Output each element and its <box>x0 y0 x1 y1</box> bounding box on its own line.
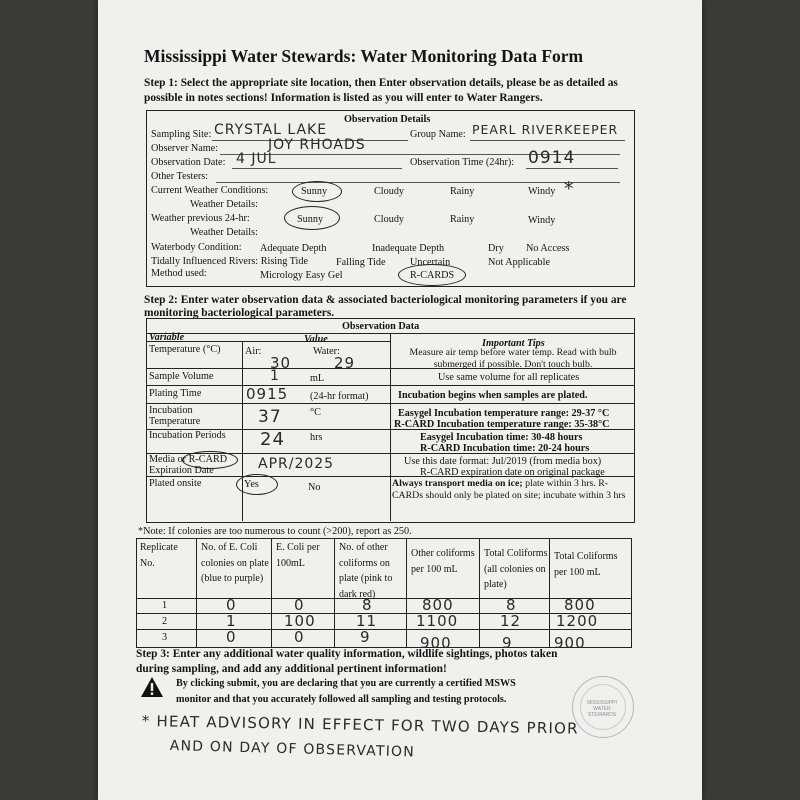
plated-tip-2: plate within 3 hrs. R-CARDs should only be plated on site; incubate within 3 hrs <box>392 478 626 501</box>
air-label: Air: <box>245 346 262 357</box>
row1-ecoli-per-100[interactable]: 0 <box>294 596 305 614</box>
observer-name-label: Observer Name: <box>151 143 219 154</box>
form-title: Mississippi Water Stewards: Water Monitoring Data Form <box>144 46 584 66</box>
waterbody-adequate[interactable]: Adequate Depth <box>260 243 327 254</box>
media-label-2: Expiration Date <box>149 465 214 476</box>
row3-ecoli[interactable]: 0 <box>226 628 237 646</box>
header-ecoli-per-100: E. Coli per 100mL <box>276 542 320 569</box>
row2-ecoli-per-100[interactable]: 100 <box>284 612 316 630</box>
row2-replicate: 2 <box>162 616 168 627</box>
incubation-temp-label-1: Incubation <box>149 405 193 416</box>
observation-details-heading: Observation Details <box>344 114 431 125</box>
observation-data-heading: Observation Data <box>342 321 420 332</box>
current-weather-windy[interactable]: Windy <box>528 186 556 197</box>
previous-weather-windy[interactable]: Windy <box>528 215 556 226</box>
sampling-site-value[interactable]: CRYSTAL LAKE <box>214 122 328 138</box>
sampling-site-label: Sampling Site: <box>151 129 212 140</box>
seal-text: MISSISSIPPI WATER STEWARDS <box>587 700 617 718</box>
current-weather-rainy[interactable]: Rainy <box>450 186 475 197</box>
incubation-temp-value[interactable]: 37 <box>258 407 282 427</box>
step3-line2: during sampling, and add any additional pertinent information! <box>136 663 447 675</box>
observation-date-label: Observation Date: <box>151 157 226 168</box>
current-weather-label: Current Weather Conditions: <box>151 185 269 196</box>
row3-replicate: 3 <box>162 632 168 643</box>
sample-volume-label: Sample Volume <box>149 371 214 382</box>
method-label: Method used: <box>151 268 207 279</box>
row1-replicate: 1 <box>162 600 168 611</box>
method-easygel[interactable]: Micrology Easy Gel <box>260 270 343 281</box>
row2-total-per-100[interactable]: 1200 <box>556 612 599 630</box>
row1-other[interactable]: 8 <box>362 596 373 614</box>
sample-volume-value[interactable]: 1 <box>270 368 280 384</box>
sample-volume-unit: mL <box>310 373 325 384</box>
current-weather-sunny[interactable]: Sunny <box>301 186 328 197</box>
row3-total[interactable]: 9 <box>502 634 513 652</box>
step1-line1: Step 1: Select the appropriate site location, then Enter observation details, please be as detailed as <box>144 77 618 89</box>
header-other-per-100: Other coliforms per 100 mL <box>411 548 475 575</box>
incubation-temp-label-2: Temperature <box>149 416 201 427</box>
incubation-periods-tip-2: R-CARD Incubation time: 20-24 hours <box>420 443 590 454</box>
incubation-periods-label: Incubation Periods <box>149 430 226 441</box>
tidal-label: Tidally Influenced Rivers: Rising Tide <box>151 256 308 267</box>
plated-onsite-label: Plated onsite <box>149 478 202 489</box>
row2-other-per-100[interactable]: 1100 <box>416 612 459 630</box>
incubation-periods-value[interactable]: 24 <box>260 429 285 450</box>
row3-other-per-100[interactable]: 900 <box>420 634 452 652</box>
plating-time-tip: Incubation begins when samples are plated. <box>398 390 588 401</box>
method-rcards[interactable]: R-CARDS <box>410 270 455 281</box>
header-replicate: Replicate No. <box>140 542 178 569</box>
media-value[interactable]: APR/2025 <box>258 456 335 472</box>
waterbody-label: Waterbody Condition: <box>151 242 242 253</box>
plating-time-unit: (24-hr format) <box>310 391 369 402</box>
declaration-line1: By clicking submit, you are declaring that you are currently a certified MSWS <box>176 678 516 689</box>
incubation-temp-tip-1: Easygel Incubation temperature range: 29-37 °C <box>398 408 610 419</box>
col-variable: Variable <box>149 332 185 343</box>
header-ecoli-colonies: No. of E. Coli colonies on plate (blue to purple) <box>201 542 269 584</box>
observation-time-label: Observation Time (24hr): <box>410 157 515 168</box>
plating-time-value[interactable]: 0915 <box>246 385 289 403</box>
media-label-1: Media or R-CARD <box>149 454 228 465</box>
observer-name-value[interactable]: JOY RHOADS <box>268 137 366 153</box>
temperature-label: Temperature (°C) <box>149 344 221 355</box>
row2-total[interactable]: 12 <box>500 612 522 630</box>
row2-ecoli[interactable]: 1 <box>226 612 237 630</box>
incubation-periods-tip-1: Easygel Incubation time: 30-48 hours <box>420 432 583 443</box>
header-total-coliforms: Total Coliforms (all colonies on plate) <box>484 548 548 590</box>
rcards-circle-mark <box>398 264 466 286</box>
sample-volume-tip: Use same volume for all replicates <box>438 372 580 383</box>
other-testers-label: Other Testers: <box>151 171 209 182</box>
step1-line2: possible in notes sections! Information is listed as you will enter to Water Rangers. <box>144 92 543 104</box>
warning-icon <box>140 676 164 698</box>
temp-tip: Measure air temp before water temp. Read with bulb submerged if possible. Don't touch bulb. <box>409 347 617 370</box>
incubation-periods-unit: hrs <box>310 432 323 443</box>
group-name-label: Group Name: <box>410 129 466 140</box>
previous-weather-sunny[interactable]: Sunny <box>297 214 324 225</box>
step2-line2: monitoring bacteriological parameters. <box>144 307 335 319</box>
observation-time-value[interactable]: 0914 <box>528 148 576 168</box>
header-total-per-100: Total Coliforms per 100 mL <box>554 551 618 578</box>
current-weather-cloudy[interactable]: Cloudy <box>374 186 405 197</box>
air-value[interactable]: 30 <box>270 354 292 372</box>
windy-asterisk-mark: * <box>564 178 575 200</box>
incubation-temp-unit: °C <box>310 407 321 418</box>
yes-circle-mark <box>236 474 278 495</box>
weather-details-label: Weather Details: <box>190 199 258 210</box>
observation-date-value[interactable]: 4 JUL <box>236 151 277 167</box>
waterbody-no-access[interactable]: No Access <box>526 243 570 254</box>
colony-note: *Note: If colonies are too numerous to count (>200), report as 250. <box>138 526 412 537</box>
handwritten-note-line2[interactable]: AND ON DAY OF OBSERVATION <box>169 738 416 761</box>
tidal-not-applicable[interactable]: Not Applicable <box>488 257 550 268</box>
col-tips: Important Tips <box>482 338 545 349</box>
plated-tip-1: Always transport media on ice; <box>392 478 523 489</box>
row1-total-per-100[interactable]: 800 <box>564 596 596 614</box>
plated-yes[interactable]: Yes <box>244 479 259 490</box>
plated-no[interactable]: No <box>308 482 321 493</box>
step2-line1: Step 2: Enter water observation data & associated bacteriological monitoring parameters if you are <box>144 294 627 306</box>
incubation-temp-tip-2: R-CARD Incubation temperature range: 35-38°C <box>394 419 610 430</box>
row3-other[interactable]: 9 <box>360 628 371 646</box>
group-name-value[interactable]: PEARL RIVERKEEPER <box>472 122 619 137</box>
sunny-circle-mark <box>292 181 342 202</box>
row2-other[interactable]: 11 <box>356 612 378 630</box>
tidal-uncertain[interactable]: Uncertain <box>410 257 451 268</box>
water-label: Water: <box>313 346 340 357</box>
form-page <box>98 0 702 800</box>
row1-other-per-100[interactable]: 800 <box>422 596 454 614</box>
previous-weather-cloudy[interactable]: Cloudy <box>374 214 405 225</box>
media-tip-2: R-CARD expiration date on original package <box>420 467 605 478</box>
row1-ecoli[interactable]: 0 <box>226 596 237 614</box>
row3-ecoli-per-100[interactable]: 0 <box>294 628 305 646</box>
previous-weather-rainy[interactable]: Rainy <box>450 214 475 225</box>
waterbody-dry[interactable]: Dry <box>488 243 504 254</box>
handwritten-note-line1[interactable]: * HEAT ADVISORY IN EFFECT FOR TWO DAYS PRIOR <box>141 712 579 738</box>
tidal-falling[interactable]: Falling Tide <box>336 257 386 268</box>
previous-weather-label: Weather previous 24-hr: <box>151 213 250 224</box>
declaration-line2: monitor and that you accurately followed all sampling and testing protocols. <box>176 694 507 705</box>
row1-total[interactable]: 8 <box>506 596 517 614</box>
step3-line1: Step 3: Enter any additional water quality information, wildlife sightings, photos taken <box>136 648 558 660</box>
sunny-previous-circle-mark <box>284 206 340 230</box>
weather-details-label-2: Weather Details: <box>190 227 258 238</box>
media-tip-1: Use this date format: Jul/2019 (from media box) <box>404 456 602 467</box>
plating-time-label: Plating Time <box>149 388 202 399</box>
col-value: Value <box>304 334 328 345</box>
header-other-coliforms: No. of other coliforms on plate (pink to dark red) <box>339 542 393 600</box>
row3-total-per-100[interactable]: 900 <box>554 634 586 652</box>
water-value[interactable]: 29 <box>334 354 356 372</box>
waterbody-inadequate[interactable]: Inadequate Depth <box>372 243 445 254</box>
